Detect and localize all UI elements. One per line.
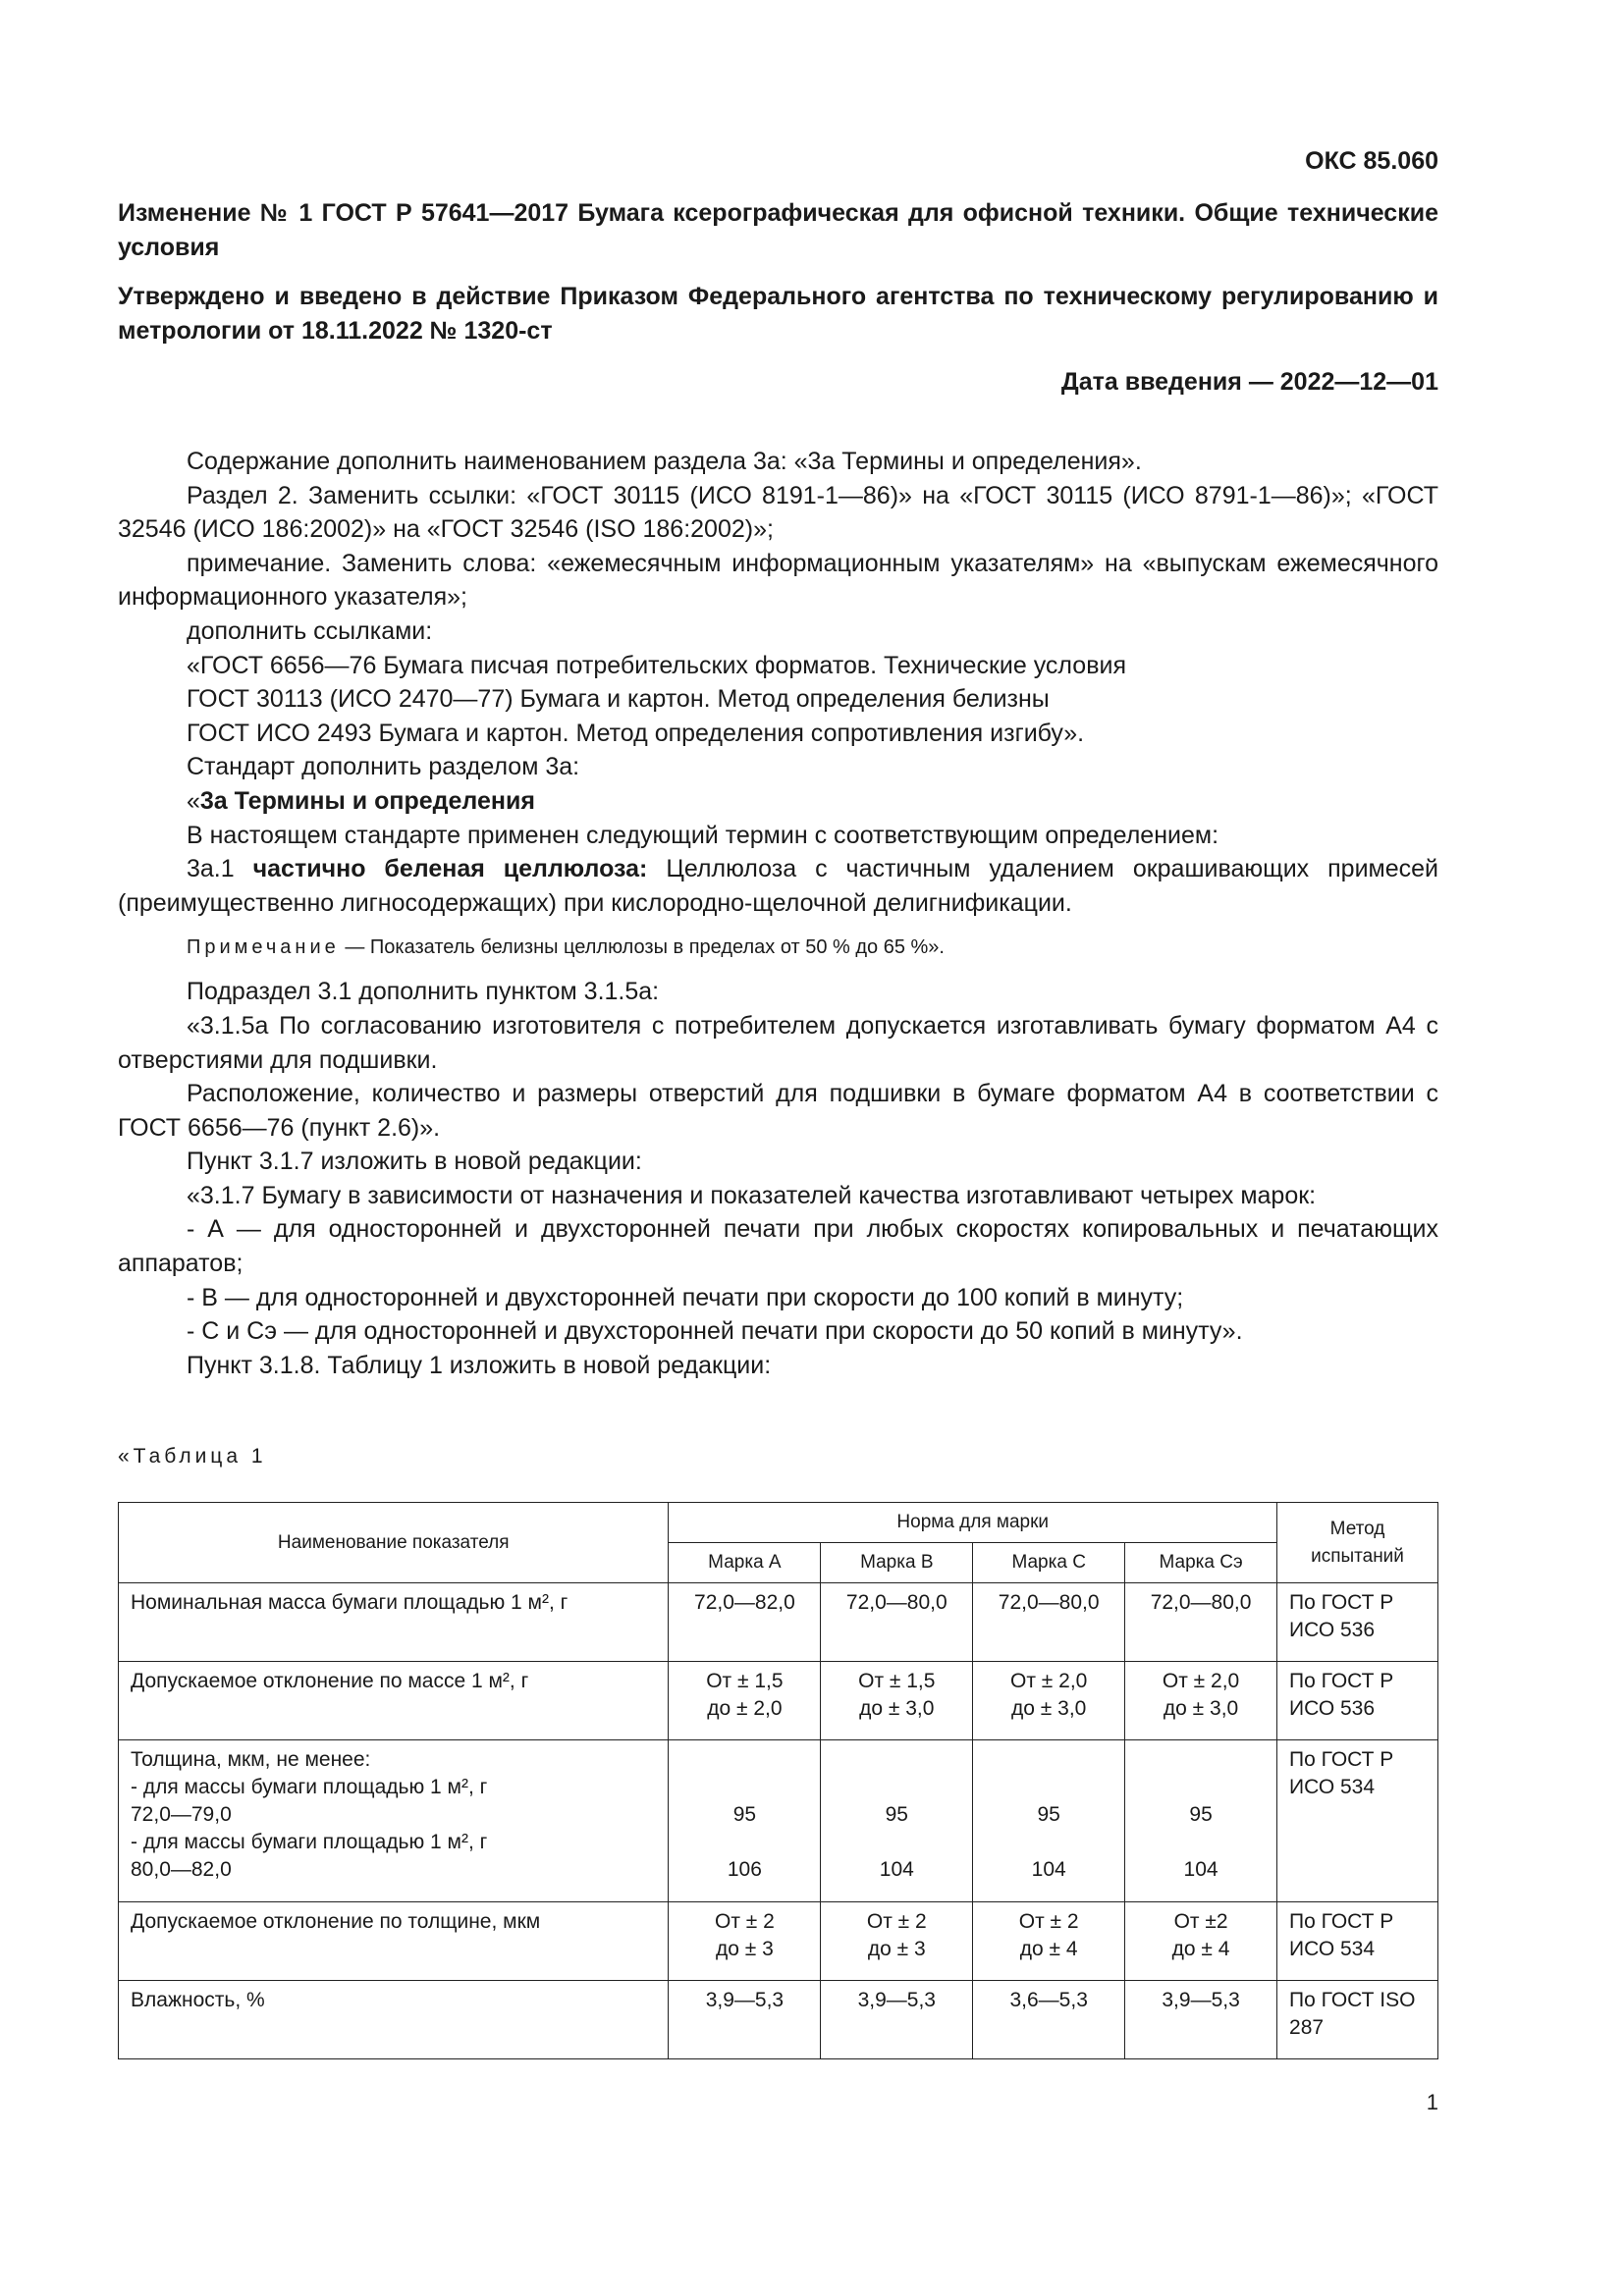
cell-value: От ±2 до ± 4 bbox=[1125, 1902, 1277, 1981]
cell-value: 95 104 bbox=[1125, 1740, 1277, 1902]
cell-value: От ± 1,5 до ± 2,0 bbox=[669, 1662, 821, 1740]
cell-value: 72,0—80,0 bbox=[1125, 1583, 1277, 1662]
table-row bbox=[119, 1740, 1438, 1902]
oks-code: ОКС 85.060 bbox=[1305, 147, 1438, 175]
cell-method: По ГОСТ Р ИСО 534 bbox=[1277, 1740, 1438, 1902]
cell-value: 72,0—80,0 bbox=[821, 1583, 973, 1662]
table-row bbox=[119, 1583, 1438, 1662]
cell-method: По ГОСТ Р ИСО 534 bbox=[1277, 1902, 1438, 1981]
cell-value: 3,9—5,3 bbox=[821, 1981, 973, 2059]
header-mark: Марка В bbox=[821, 1543, 973, 1583]
paragraph: ГОСТ ИСО 2493 Бумага и картон. Метод определения сопротивления изгибу». bbox=[187, 719, 1085, 747]
table-row bbox=[119, 1662, 1438, 1740]
cell-value: От ± 2,0 до ± 3,0 bbox=[1125, 1662, 1277, 1740]
cell-value: 95 104 bbox=[821, 1740, 973, 1902]
cell-method: По ГОСТ ISO 287 bbox=[1277, 1981, 1438, 2059]
paragraph: Содержание дополнить наименованием раздела 3а: «3а Термины и определения». bbox=[187, 448, 1142, 475]
requirements-table bbox=[118, 1502, 1438, 2059]
introduction-date: Дата введения — 2022—12—01 bbox=[1060, 368, 1438, 396]
note: Примечание — Показатель белизны целлюлозы в пределах от 50 % до 65 %». bbox=[187, 936, 945, 959]
header-name: Наименование показателя bbox=[119, 1503, 669, 1583]
list-item: - С и Сэ — для односторонней и двухсторонней печати при скорости до 50 копий в минуту». bbox=[187, 1317, 1243, 1346]
paragraph: примечание. Заменить слова: «ежемесячным информационным указателям» на «выпускам ежемесячного информационного указателя»; bbox=[118, 549, 1438, 612]
approval-statement: Утверждено и введено в действие Приказом Федерального агентства по техническому регулированию и метрологии от 18.11.2022 № 1320-ст bbox=[118, 283, 1438, 345]
paragraph: Расположение, количество и размеры отверстий для подшивки в бумаге форматом А4 в соответствии с ГОСТ 6656—76 (пункт 2.6)». bbox=[118, 1080, 1438, 1142]
cell-value: 72,0—80,0 bbox=[973, 1583, 1125, 1662]
paragraph: Пункт 3.1.8. Таблицу 1 изложить в новой редакции: bbox=[187, 1351, 772, 1379]
header-method: Метод испытаний bbox=[1277, 1503, 1438, 1583]
term-definition: 3а.1 частично беленая целлюлоза: Целлюлоза с частичным удалением окрашивающих примесей (преимущественно лигносодержащих) при кислородно-щелочной делигнификации. bbox=[118, 855, 1438, 917]
term: частично беленая целлюлоза: bbox=[252, 855, 648, 883]
header-mark: Марка А bbox=[669, 1543, 821, 1583]
row-name: Толщина, мкм, не менее: - для массы бумаги площадью 1 м², г 72,0—79,0 - для массы бумаги площадью 1 м², г 80,0—82,0 bbox=[119, 1740, 669, 1902]
paragraph: Раздел 2. Заменить ссылки: «ГОСТ 30115 (ИСО 8191-1—86)» на «ГОСТ 30115 (ИСО 8791-1—86)»; «ГОСТ 32546 (ИСО 186:2002)» на «ГОСТ 32546 (ISO 186:2002)»; bbox=[118, 481, 1438, 544]
row-name: Допускаемое отклонение по массе 1 м², г bbox=[119, 1662, 669, 1740]
cell-value: 3,6—5,3 bbox=[973, 1981, 1125, 2059]
cell-value: 3,9—5,3 bbox=[1125, 1981, 1277, 2059]
table-header-row bbox=[119, 1503, 1438, 1543]
row-name: Номинальная масса бумаги площадью 1 м², г bbox=[119, 1583, 669, 1662]
header-mark: Марка С bbox=[973, 1543, 1125, 1583]
cell-method: По ГОСТ Р ИСО 536 bbox=[1277, 1583, 1438, 1662]
list-item: - В — для односторонней и двухсторонней печати при скорости до 100 копий в минуту; bbox=[187, 1283, 1184, 1311]
cell-value: 3,9—5,3 bbox=[669, 1981, 821, 2059]
table-row bbox=[119, 1981, 1438, 2059]
cell-value: От ± 2 до ± 3 bbox=[821, 1902, 973, 1981]
paragraph: Стандарт дополнить разделом 3а: bbox=[187, 753, 580, 781]
cell-value: 95 106 bbox=[669, 1740, 821, 1902]
paragraph: дополнить ссылками: bbox=[187, 616, 433, 645]
table-caption: «Таблица 1 bbox=[118, 1445, 267, 1468]
paragraph: Пункт 3.1.7 изложить в новой редакции: bbox=[187, 1148, 642, 1176]
note-label: Примечание bbox=[187, 936, 340, 959]
cell-value: 95 104 bbox=[973, 1740, 1125, 1902]
paragraph: «3.1.7 Бумагу в зависимости от назначения и показателей качества изготавливают четырех марок: bbox=[187, 1181, 1317, 1209]
page-number: 1 bbox=[1426, 2090, 1438, 2114]
row-name: Допускаемое отклонение по толщине, мкм bbox=[119, 1902, 669, 1981]
amendment-title: Изменение № 1 ГОСТ Р 57641—2017 Бумага ксерографическая для офисной техники. Общие технические условия bbox=[118, 199, 1438, 261]
header-norm: Норма для марки bbox=[669, 1503, 1277, 1543]
table-row bbox=[119, 1902, 1438, 1981]
cell-value: От ± 1,5 до ± 3,0 bbox=[821, 1662, 973, 1740]
cell-value: От ± 2 до ± 4 bbox=[973, 1902, 1125, 1981]
cell-value: От ± 2 до ± 3 bbox=[669, 1902, 821, 1981]
cell-method: По ГОСТ Р ИСО 536 bbox=[1277, 1662, 1438, 1740]
paragraph: В настоящем стандарте применен следующий термин с соответствующим определением: bbox=[187, 821, 1219, 849]
list-item: - А — для односторонней и двухсторонней печати при любых скоростях копировальных и печатающих аппаратов; bbox=[118, 1215, 1438, 1278]
paragraph: Подраздел 3.1 дополнить пунктом 3.1.5а: bbox=[187, 978, 660, 1006]
amendment-body bbox=[118, 445, 1438, 1382]
cell-value: От ± 2,0 до ± 3,0 bbox=[973, 1662, 1125, 1740]
cell-value: 72,0—82,0 bbox=[669, 1583, 821, 1662]
paragraph: «ГОСТ 6656—76 Бумага писчая потребительских форматов. Технические условия bbox=[187, 651, 1126, 679]
row-name: Влажность, % bbox=[119, 1981, 669, 2059]
paragraph: «3.1.5а По согласованию изготовителя с потребителем допускается изготавливать бумагу форматом А4 с отверстиями для подшивки. bbox=[118, 1011, 1438, 1074]
section-heading: «3а Термины и определения bbox=[187, 786, 535, 815]
header-mark: Марка Сэ bbox=[1125, 1543, 1277, 1583]
paragraph: ГОСТ 30113 (ИСО 2470—77) Бумага и картон. Метод определения белизны bbox=[187, 685, 1050, 714]
